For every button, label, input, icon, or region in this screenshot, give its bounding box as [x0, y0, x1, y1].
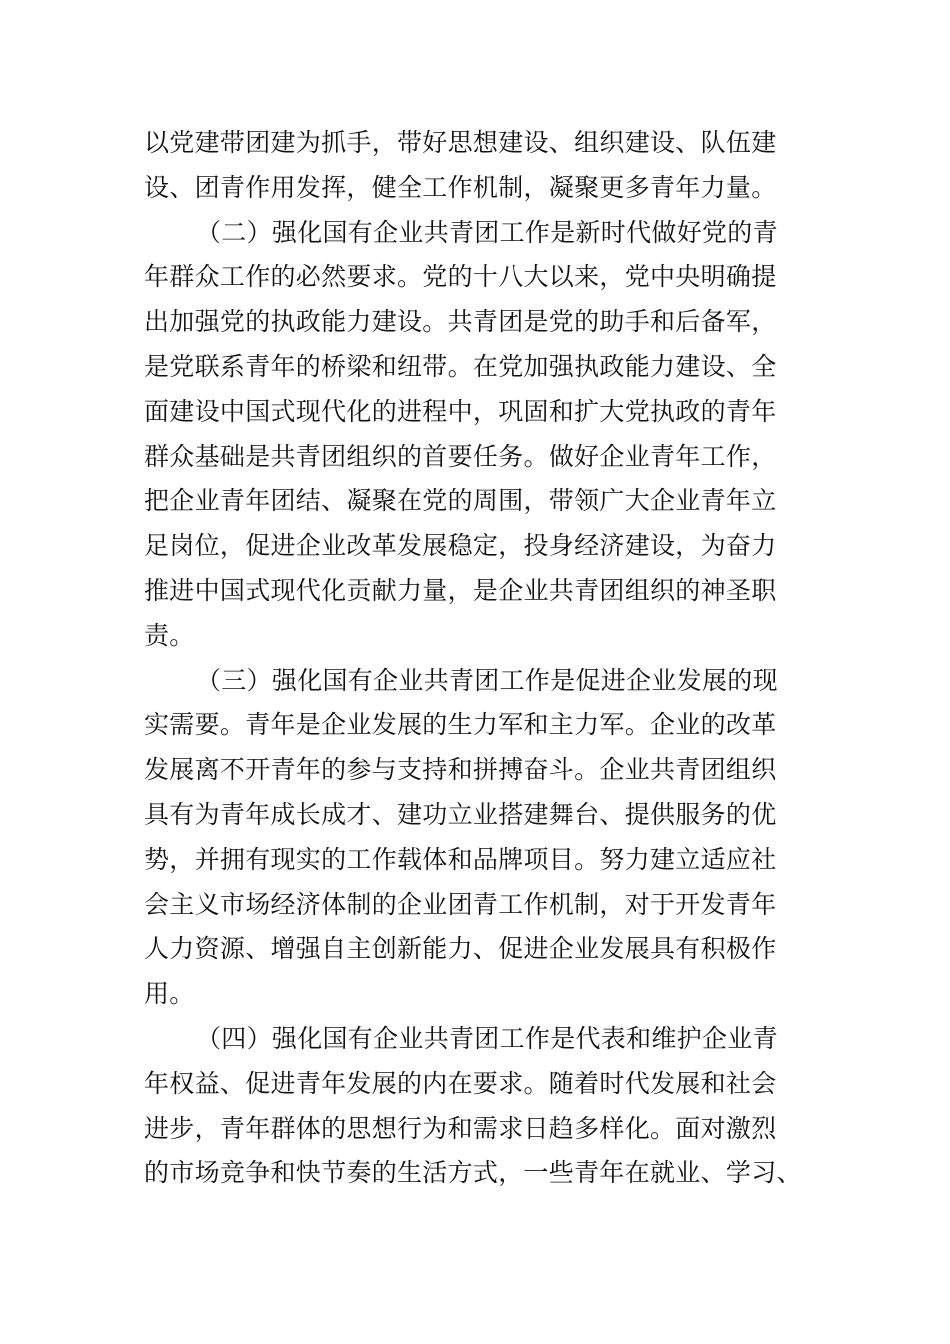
- text-line: 具有为青年成长成才、建功立业搭建舞台、提供服务的优: [144, 799, 777, 829]
- body-text: [144, 121, 844, 1196]
- text-line: 会主义市场经济体制的企业团青工作机制，对于开发青年: [144, 889, 777, 919]
- text-line: 出加强党的执政能力建设。共青团是党的助手和后备军，: [144, 307, 777, 337]
- text-line: 是党联系青年的桥梁和纽带。在党加强执政能力建设、全: [144, 351, 777, 381]
- text-line: 责。: [144, 620, 195, 650]
- text-line: 足岗位，促进企业改革发展稳定，投身经济建设，为奋力: [144, 531, 777, 561]
- text-line: 年群众工作的必然要求。党的十八大以来，党中央明确提: [144, 262, 777, 292]
- text-line: 设、团青作用发挥，健全工作机制，凝聚更多青年力量。: [144, 172, 777, 202]
- paragraph-heading-line: （二）强化国有企业共青团工作是新时代做好党的青: [196, 217, 778, 247]
- text-line: 实需要。青年是企业发展的生力军和主力军。企业的改革: [144, 710, 777, 740]
- text-line: 把企业青年团结、凝聚在党的周围，带领广大企业青年立: [144, 486, 777, 516]
- text-line: 进步，青年群体的思想行为和需求日趋多样化。面对激烈: [144, 1113, 777, 1143]
- paragraph-heading-line: （三）强化国有企业共青团工作是促进企业发展的现: [196, 665, 778, 695]
- text-line: 用。: [144, 979, 195, 1009]
- text-line: 推进中国式现代化贡献力量，是企业共青团组织的神圣职: [144, 575, 777, 605]
- text-line: 人力资源、增强自主创新能力、促进企业发展具有积极作: [144, 934, 777, 964]
- text-line: 势，并拥有现实的工作载体和品牌项目。努力建立适应社: [144, 844, 777, 874]
- text-line: 年权益、促进青年发展的内在要求。随着时代发展和社会: [144, 1068, 777, 1098]
- text-line: 面建设中国式现代化的进程中，巩固和扩大党执政的青年: [144, 396, 777, 426]
- text-line: 的市场竞争和快节奏的生活方式，一些青年在就业、学习、: [144, 1158, 802, 1188]
- text-line: 群众基础是共青团组织的首要任务。做好企业青年工作，: [144, 441, 777, 471]
- paragraph-heading-line: （四）强化国有企业共青团工作是代表和维护企业青: [196, 1023, 778, 1053]
- text-line: 以党建带团建为抓手，带好思想建设、组织建设、队伍建: [144, 128, 777, 157]
- text-line: 发展离不开青年的参与支持和拼搏奋斗。企业共青团组织: [144, 755, 777, 785]
